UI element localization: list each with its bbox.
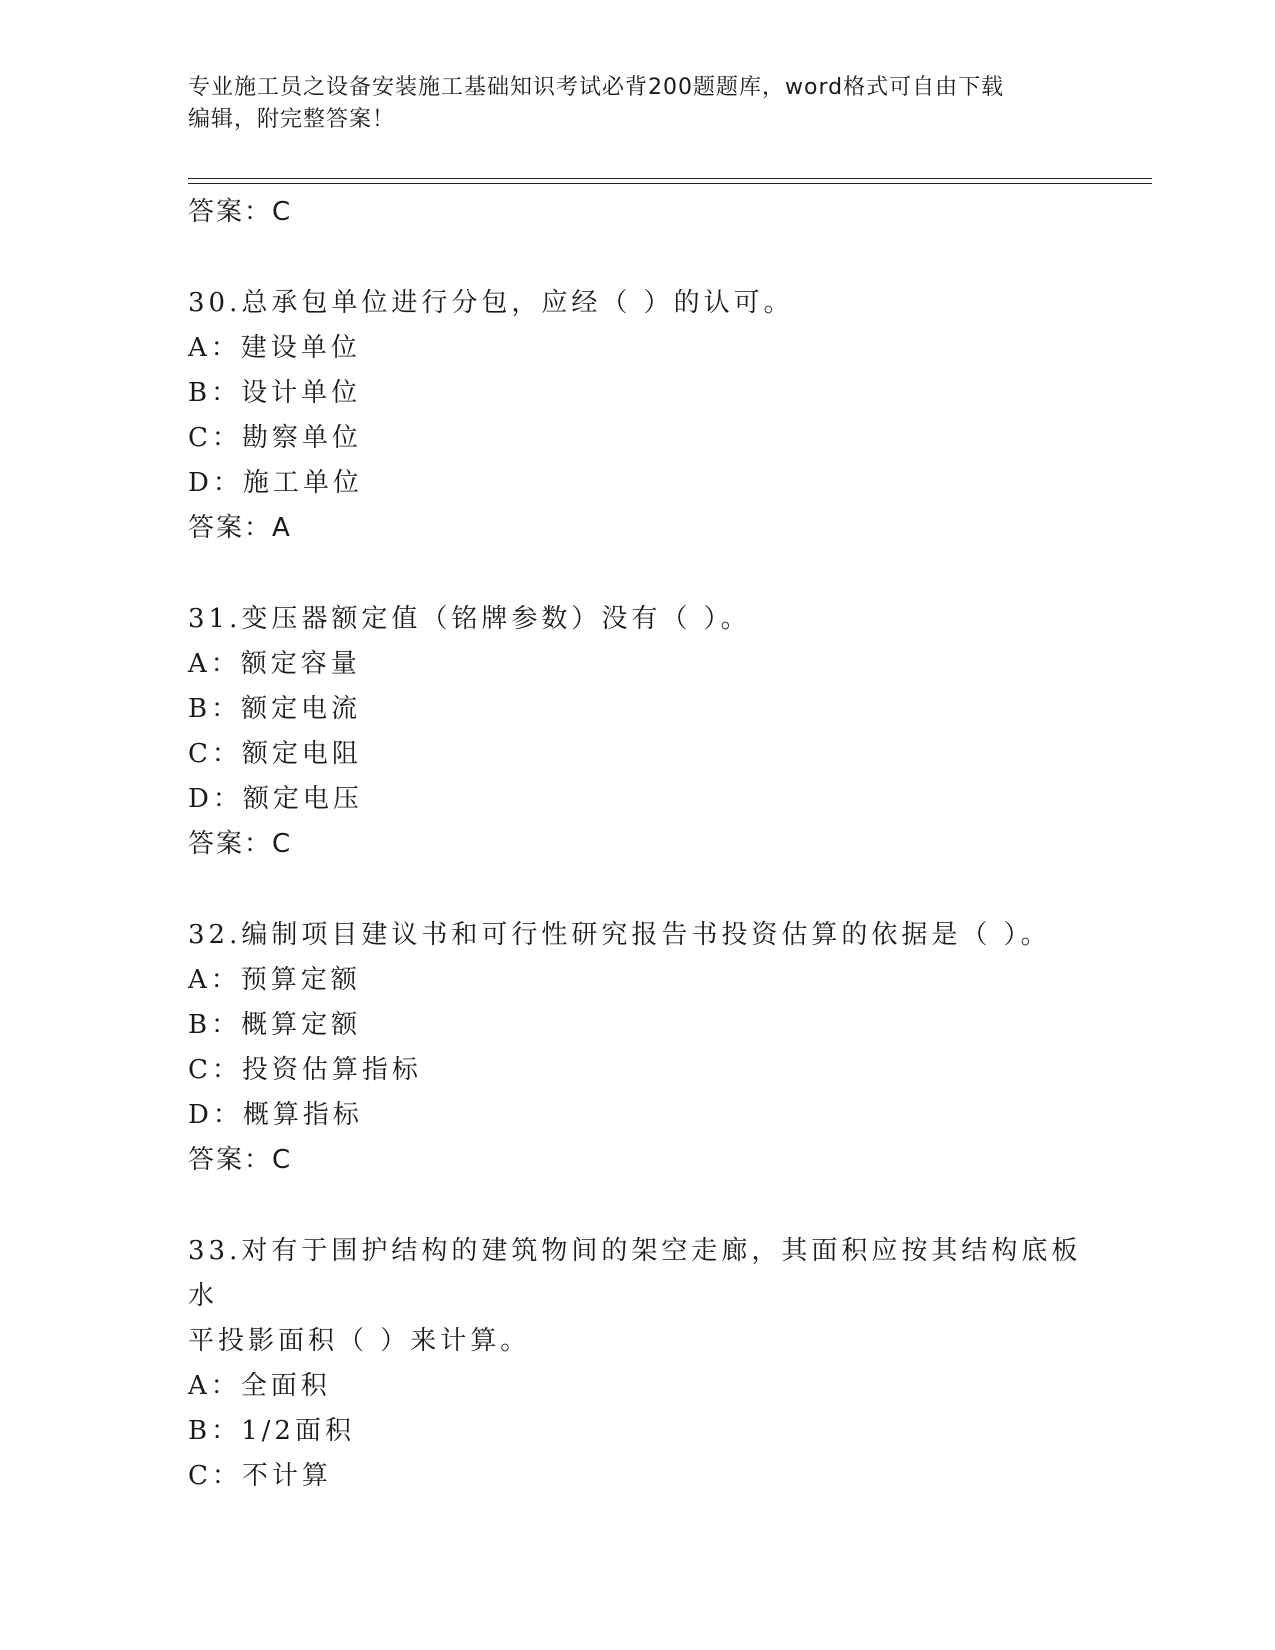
question-list bbox=[188, 190, 1088, 1499]
option-a: A：额定容量 bbox=[188, 649, 361, 679]
question-stem: 32.编制项目建议书和可行性研究报告书投资估算的依据是（ ）。 bbox=[188, 920, 1051, 950]
header-line-2: 编辑，附完整答案！ bbox=[188, 107, 396, 132]
option-c: C：额定电阻 bbox=[188, 739, 362, 769]
option-a: A：建设单位 bbox=[188, 333, 361, 363]
question-stem-line-2: 平投影面积（ ）来计算。 bbox=[188, 1326, 531, 1356]
option-c: C：投资估算指标 bbox=[188, 1055, 422, 1085]
question-stem: 31.变压器额定值（铭牌参数）没有（ ）。 bbox=[188, 604, 751, 634]
header-rule-top bbox=[188, 178, 1152, 179]
option-b: B：概算定额 bbox=[188, 1010, 362, 1040]
option-b: B：设计单位 bbox=[188, 378, 362, 408]
header-rule-bottom bbox=[188, 183, 1152, 184]
option-d: D：施工单位 bbox=[188, 468, 363, 498]
option-c: C：勘察单位 bbox=[188, 423, 362, 453]
question-32 bbox=[188, 913, 1088, 1183]
option-d: D：额定电压 bbox=[188, 784, 363, 814]
question-stem-line-1: 33.对有于围护结构的建筑物间的架空走廊，其面积应按其结构底板水 bbox=[188, 1236, 1082, 1311]
option-c: C：不计算 bbox=[188, 1461, 332, 1491]
question-31 bbox=[188, 597, 1088, 867]
question-stem: 30.总承包单位进行分包，应经（ ）的认可。 bbox=[188, 288, 794, 318]
option-b: B：1/2面积 bbox=[188, 1416, 355, 1446]
document-header bbox=[188, 72, 1088, 136]
answer-line: 答案：C bbox=[188, 1145, 293, 1175]
option-d: D：概算指标 bbox=[188, 1100, 363, 1130]
answer-line: 答案：C bbox=[188, 829, 293, 859]
header-line-1: 专业施工员之设备安装施工基础知识考试必背200题题库，word格式可自由下载 bbox=[188, 75, 1005, 100]
option-b: B：额定电流 bbox=[188, 694, 362, 724]
question-30 bbox=[188, 281, 1088, 551]
option-a: A：全面积 bbox=[188, 1371, 331, 1401]
answer-line: 答案：A bbox=[188, 513, 292, 543]
answer-line: 答案：C bbox=[188, 197, 293, 227]
question-33 bbox=[188, 1229, 1088, 1499]
option-a: A：预算定额 bbox=[188, 965, 361, 995]
